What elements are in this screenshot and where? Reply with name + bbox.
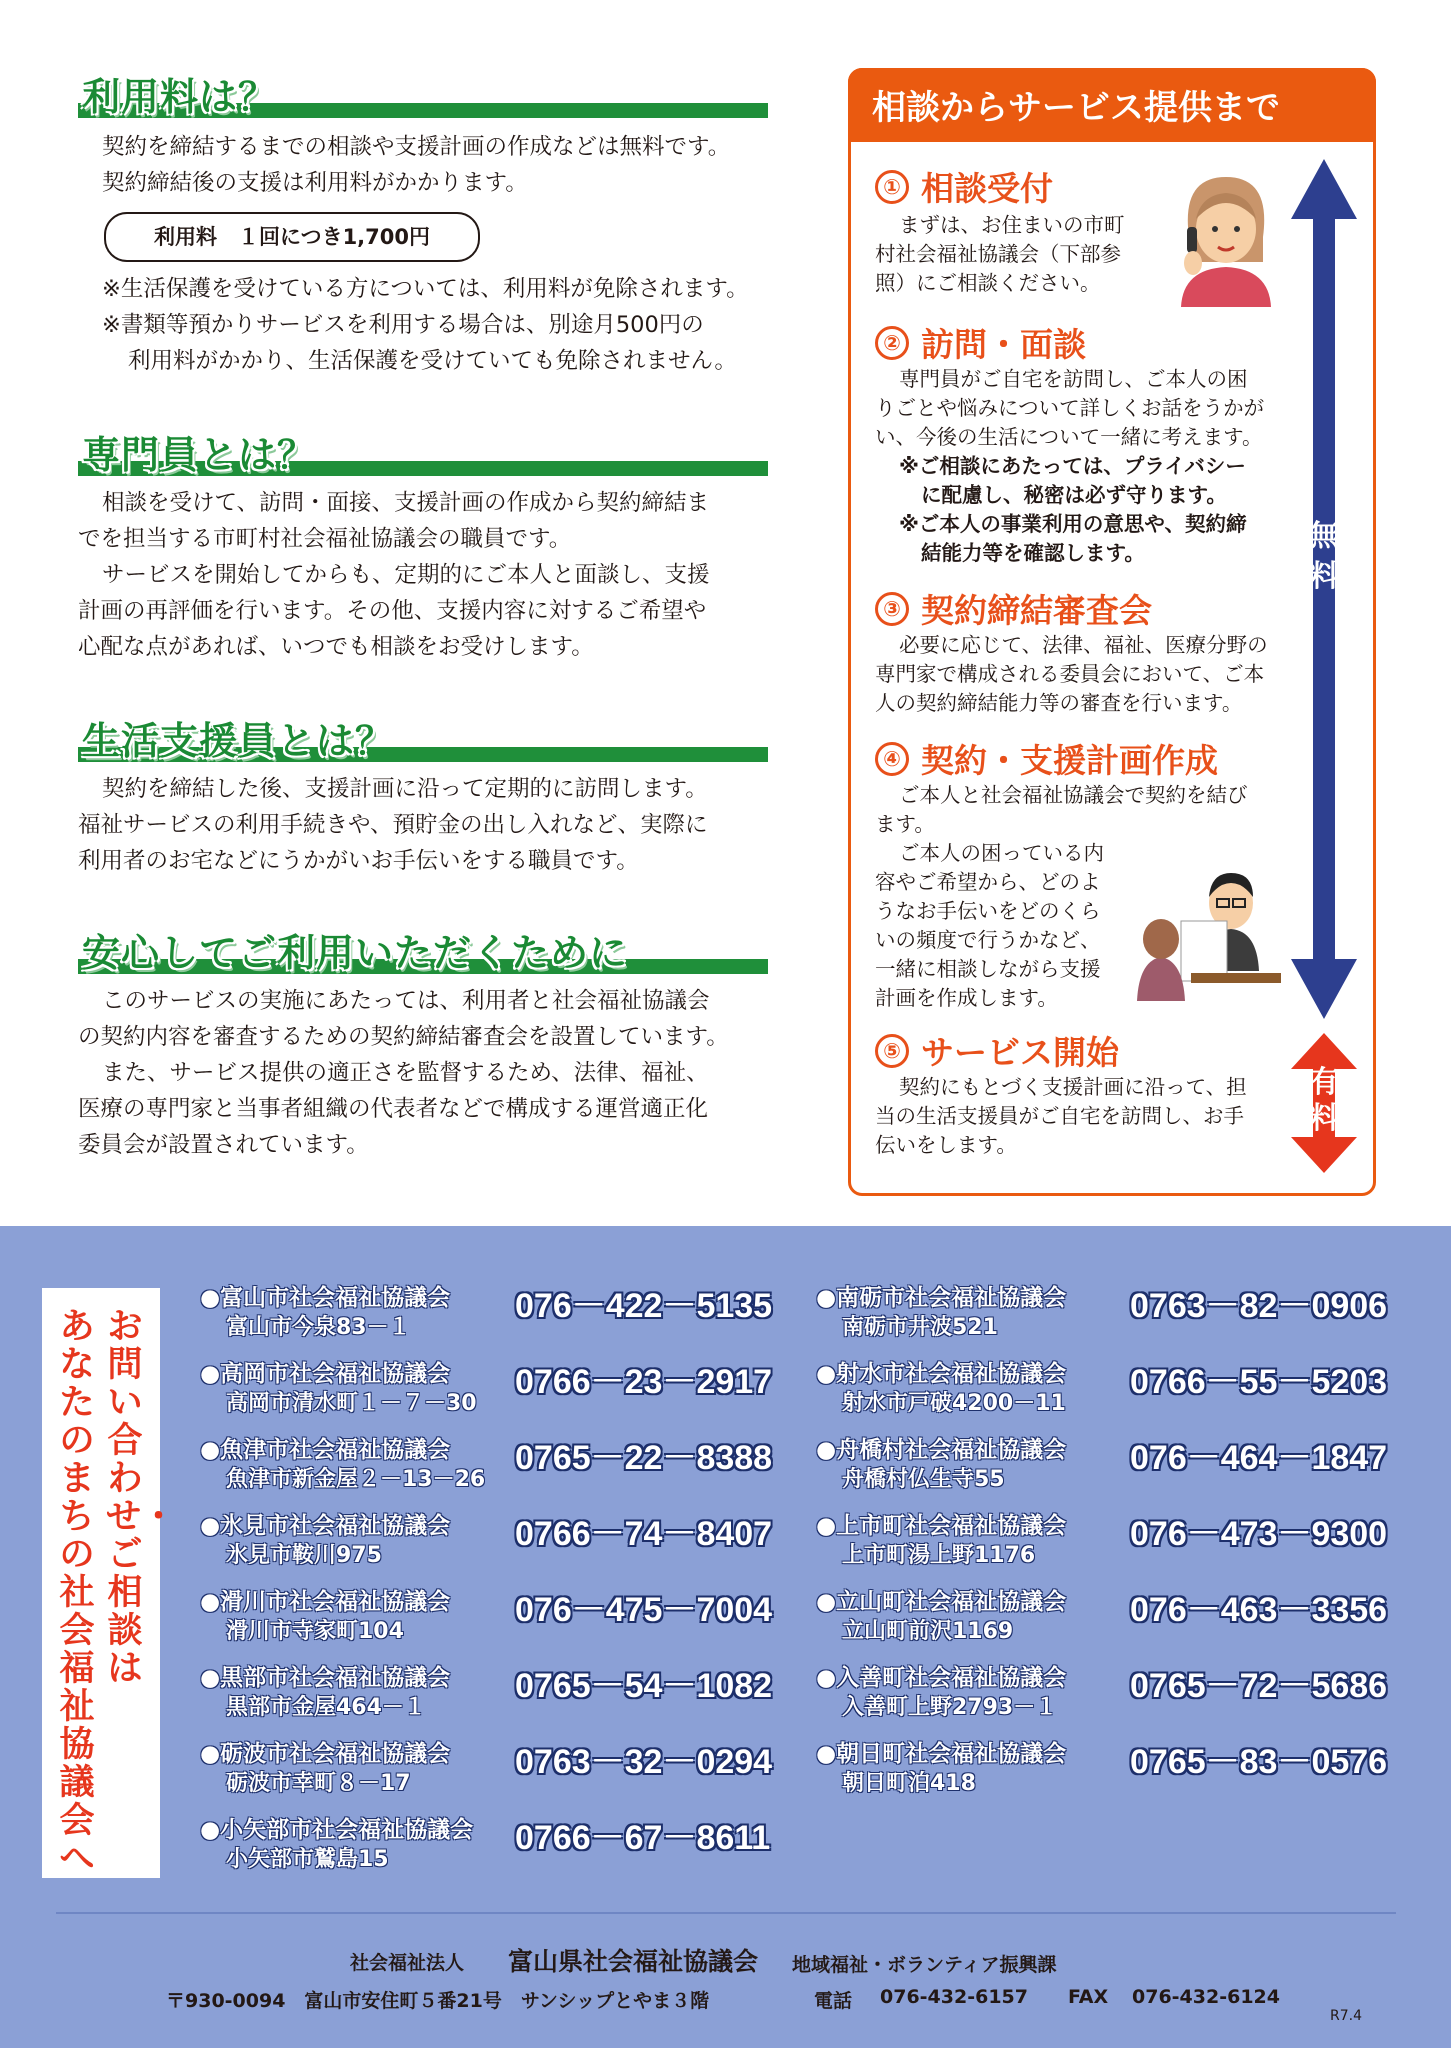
council-name: ●射水市社会福祉協議会	[816, 1361, 1067, 1387]
step-number: ①	[875, 170, 909, 204]
step-5-text: 伝いをします。	[875, 1133, 1017, 1157]
service-flow-box	[848, 68, 1376, 1196]
council-address: 入善町上野2793－１	[842, 1695, 1058, 1720]
council-address: 立山町前沢1169	[842, 1619, 1014, 1644]
contact-heading-line1: お問い合わせ・ご相談は	[106, 1307, 177, 1689]
council-name: ●氷見市社会福祉協議会	[200, 1513, 451, 1539]
step-2-note: 結能力等を確認します。	[921, 541, 1145, 565]
step-4-text: ます。	[875, 812, 935, 836]
council-name: ●黒部市社会福祉協議会	[200, 1665, 451, 1691]
council-address: 南砺市井波521	[842, 1315, 998, 1340]
council-phone: 076－463－3356	[1130, 1591, 1388, 1629]
step-1-title: ① 相談受付	[875, 163, 1053, 210]
support-staff-line: 福祉サービスの利用手続きや、預貯金の出し入れなど、実際に	[78, 812, 708, 838]
specialist-line: サービスを開始してからも、定期的にご本人と面談し、支援	[102, 562, 710, 588]
section-title-text: 専門員とは？	[82, 433, 317, 477]
step-number: ②	[875, 326, 909, 360]
footer-department: 地域福祉・ボランティア振興課	[792, 1954, 1057, 1976]
step-2-text: りごとや悩みについて詳しくお話をうかが	[875, 396, 1265, 420]
step-1-text: まずは、お住まいの市町	[899, 213, 1125, 237]
section-title-specialist	[78, 424, 768, 476]
council-phone: 0765－22－8388	[515, 1439, 773, 1477]
step-number: ③	[875, 592, 909, 626]
council-address: 高岡市清水町１－７－30	[226, 1391, 477, 1416]
council-name: ●朝日町社会福祉協議会	[816, 1741, 1067, 1767]
council-name: ●舟橋村社会福祉協議会	[816, 1437, 1067, 1463]
contact-heading-line2: あなたのまちの社会福祉協議会へ	[59, 1307, 95, 1879]
fee-note: 利用料がかかり、生活保護を受けていても免除されません。	[128, 348, 737, 374]
step-2-title: ② 訪問・面談	[875, 319, 1086, 366]
document-code: R7.4	[1330, 2008, 1362, 2024]
council-address: 朝日町泊418	[842, 1771, 976, 1796]
council-phone: 0766－23－2917	[515, 1363, 773, 1401]
council-name: ●砺波市社会福祉協議会	[200, 1741, 451, 1767]
council-phone: 0766－55－5203	[1130, 1363, 1388, 1401]
step-3-text: 人の契約締結能力等の審査を行います。	[875, 691, 1243, 715]
footer-fax-label: FAX	[1068, 1986, 1109, 2008]
fee-note: ※書類等預かりサービスを利用する場合は、別途月500円の	[102, 312, 704, 338]
step-4-title: ④ 契約・支援計画作成	[875, 735, 1218, 782]
step-4-text: いの頻度で行うかなど、	[875, 928, 1101, 952]
safety-line: 医療の専門家と当事者組織の代表者などで構成する運営適正化	[78, 1096, 709, 1122]
phone-call-illustration	[1171, 167, 1281, 307]
step-4-text: 容やご希望から、どのよ	[875, 870, 1101, 894]
specialist-line: 計画の再評価を行います。その他、支援内容に対するご希望や	[78, 598, 707, 624]
fee-line: 契約締結後の支援は利用料がかかります。	[102, 170, 528, 196]
section-title-safety	[78, 922, 768, 974]
safety-line: また、サービス提供の適正さを監督するため、法律、福祉、	[102, 1060, 709, 1086]
section-title-text: 生活支援員とは？	[82, 719, 395, 763]
council-phone: 0765－72－5686	[1130, 1667, 1388, 1705]
section-title-support-staff	[78, 710, 768, 762]
council-phone: 0763－32－0294	[515, 1743, 773, 1781]
safety-line: 委員会が設置されています。	[78, 1132, 369, 1158]
step-2-note: に配慮し、秘密は必ず守ります。	[921, 483, 1227, 507]
council-phone: 076－473－9300	[1130, 1515, 1388, 1553]
council-address: 富山市今泉83－１	[226, 1315, 411, 1340]
support-staff-line: 利用者のお宅などにうかがいお手伝いをする職員です。	[78, 848, 639, 874]
specialist-line: 相談を受けて、訪問・面接、支援計画の作成から契約締結ま	[102, 490, 710, 516]
fee-line: 契約を締結するまでの相談や支援計画の作成などは無料です。	[102, 134, 731, 160]
safety-line: の契約内容を審査するための契約締結審査会を設置しています。	[78, 1024, 729, 1050]
step-5-title: ⑤ サービス開始	[875, 1027, 1119, 1074]
step-4-text: ご本人の困っている内	[899, 841, 1104, 865]
footer-address: 〒930-0094 富山市安住町５番21号 サンシップとやま３階	[166, 1990, 710, 2012]
step-4-text: うなお手伝いをどのくら	[875, 899, 1101, 923]
council-phone: 0763－82－0906	[1130, 1287, 1388, 1325]
step-2-text: い、今後の生活について一緒に考えます。	[875, 425, 1263, 449]
council-address: 黒部市金屋464－１	[226, 1695, 426, 1720]
council-name: ●高岡市社会福祉協議会	[200, 1361, 451, 1387]
council-name: ●上市町社会福祉協議会	[816, 1513, 1067, 1539]
step-number: ⑤	[875, 1034, 909, 1068]
council-phone: 076－422－5135	[515, 1287, 773, 1325]
section-title-text: 利用料は？	[82, 75, 278, 119]
council-address: 小矢部市鷲島15	[226, 1847, 389, 1872]
council-phone: 0766－74－8407	[515, 1515, 773, 1553]
footer-divider	[56, 1912, 1396, 1914]
council-phone: 0765－54－1082	[515, 1667, 773, 1705]
consultation-illustration	[1131, 861, 1281, 1011]
section-title-text: 安心してご利用いただくために	[82, 931, 629, 975]
step-4-text: 一緒に相談しながら支援	[875, 957, 1101, 981]
step-1-text: 村社会福祉協議会（下部参	[875, 242, 1121, 266]
fee-note: ※生活保護を受けている方については、利用料が免除されます。	[102, 276, 749, 302]
specialist-line: 心配な点があれば、いつでも相談をお受けします。	[78, 634, 594, 660]
council-address: 上市町湯上野1176	[842, 1543, 1036, 1568]
step-5-text: 契約にもとづく支援計画に沿って、担	[899, 1075, 1247, 1099]
footer-org-prefix: 社会福祉法人	[350, 1952, 465, 1974]
paid-label: 有 料	[1309, 1065, 1339, 1136]
step-number: ④	[875, 742, 909, 776]
council-address: 氷見市鞍川975	[226, 1543, 382, 1568]
step-3-text: 専門家で構成される委員会において、ご本	[875, 662, 1265, 686]
support-staff-line: 契約を締結した後、支援計画に沿って定期的に訪問します。	[102, 776, 708, 802]
council-name: ●小矢部市社会福祉協議会	[200, 1817, 474, 1843]
council-phone: 076－475－7004	[515, 1591, 773, 1629]
step-3-title: ③ 契約締結審査会	[875, 585, 1152, 632]
footer-fax: 076-432-6124	[1132, 1986, 1280, 2008]
footer-tel: 076-432-6157	[880, 1986, 1028, 2008]
council-address: 射水市戸破4200－11	[842, 1391, 1066, 1416]
contact-section	[0, 1226, 1451, 2048]
council-name: ●立山町社会福祉協議会	[816, 1589, 1067, 1615]
specialist-line: でを担当する市町村社会福祉協議会の職員です。	[78, 526, 572, 552]
council-name: ●入善町社会福祉協議会	[816, 1665, 1067, 1691]
council-address: 砺波市幸町８－17	[226, 1771, 411, 1796]
council-phone: 076－464－1847	[1130, 1439, 1388, 1477]
fee-amount-box: 利用料 １回につき1,700円	[104, 212, 480, 262]
contact-heading-box	[42, 1288, 177, 1879]
free-label: 無 料	[1309, 519, 1339, 594]
footer-tel-label: 電話	[814, 1990, 853, 2012]
step-1-text: 照）にご相談ください。	[875, 271, 1101, 295]
step-3-text: 必要に応じて、法律、福祉、医療分野の	[899, 633, 1268, 657]
council-address: 魚津市新金屋２－13－26	[226, 1467, 486, 1492]
step-4-text: 計画を作成します。	[875, 986, 1058, 1010]
council-name: ●南砺市社会福祉協議会	[816, 1285, 1067, 1311]
step-2-note: ※ご相談にあたっては、プライバシー	[899, 454, 1246, 478]
council-name: ●魚津市社会福祉協議会	[200, 1437, 451, 1463]
flow-title: 相談からサービス提供まで	[872, 88, 1280, 128]
footer-org-name: 富山県社会福祉協議会	[508, 1947, 759, 1976]
step-2-note: ※ご本人の事業利用の意思や、契約締	[899, 512, 1247, 536]
council-phone: 0765－83－0576	[1130, 1743, 1388, 1781]
council-name: ●滑川市社会福祉協議会	[200, 1589, 451, 1615]
council-address: 滑川市寺家町104	[226, 1619, 404, 1644]
step-4-text: ご本人と社会福祉協議会で契約を結び	[899, 783, 1248, 807]
step-2-text: 専門員がご自宅を訪問し、ご本人の困	[899, 367, 1248, 391]
section-title-fee	[78, 66, 768, 118]
council-address: 舟橋村仏生寺55	[842, 1467, 1005, 1492]
council-name: ●富山市社会福祉協議会	[200, 1285, 451, 1311]
council-phone: 0766－67－8611	[515, 1819, 771, 1857]
step-5-text: 当の生活支援員がご自宅を訪問し、お手	[875, 1104, 1244, 1128]
safety-line: このサービスの実施にあたっては、利用者と社会福祉協議会	[102, 988, 710, 1014]
flow-header	[848, 68, 1376, 142]
